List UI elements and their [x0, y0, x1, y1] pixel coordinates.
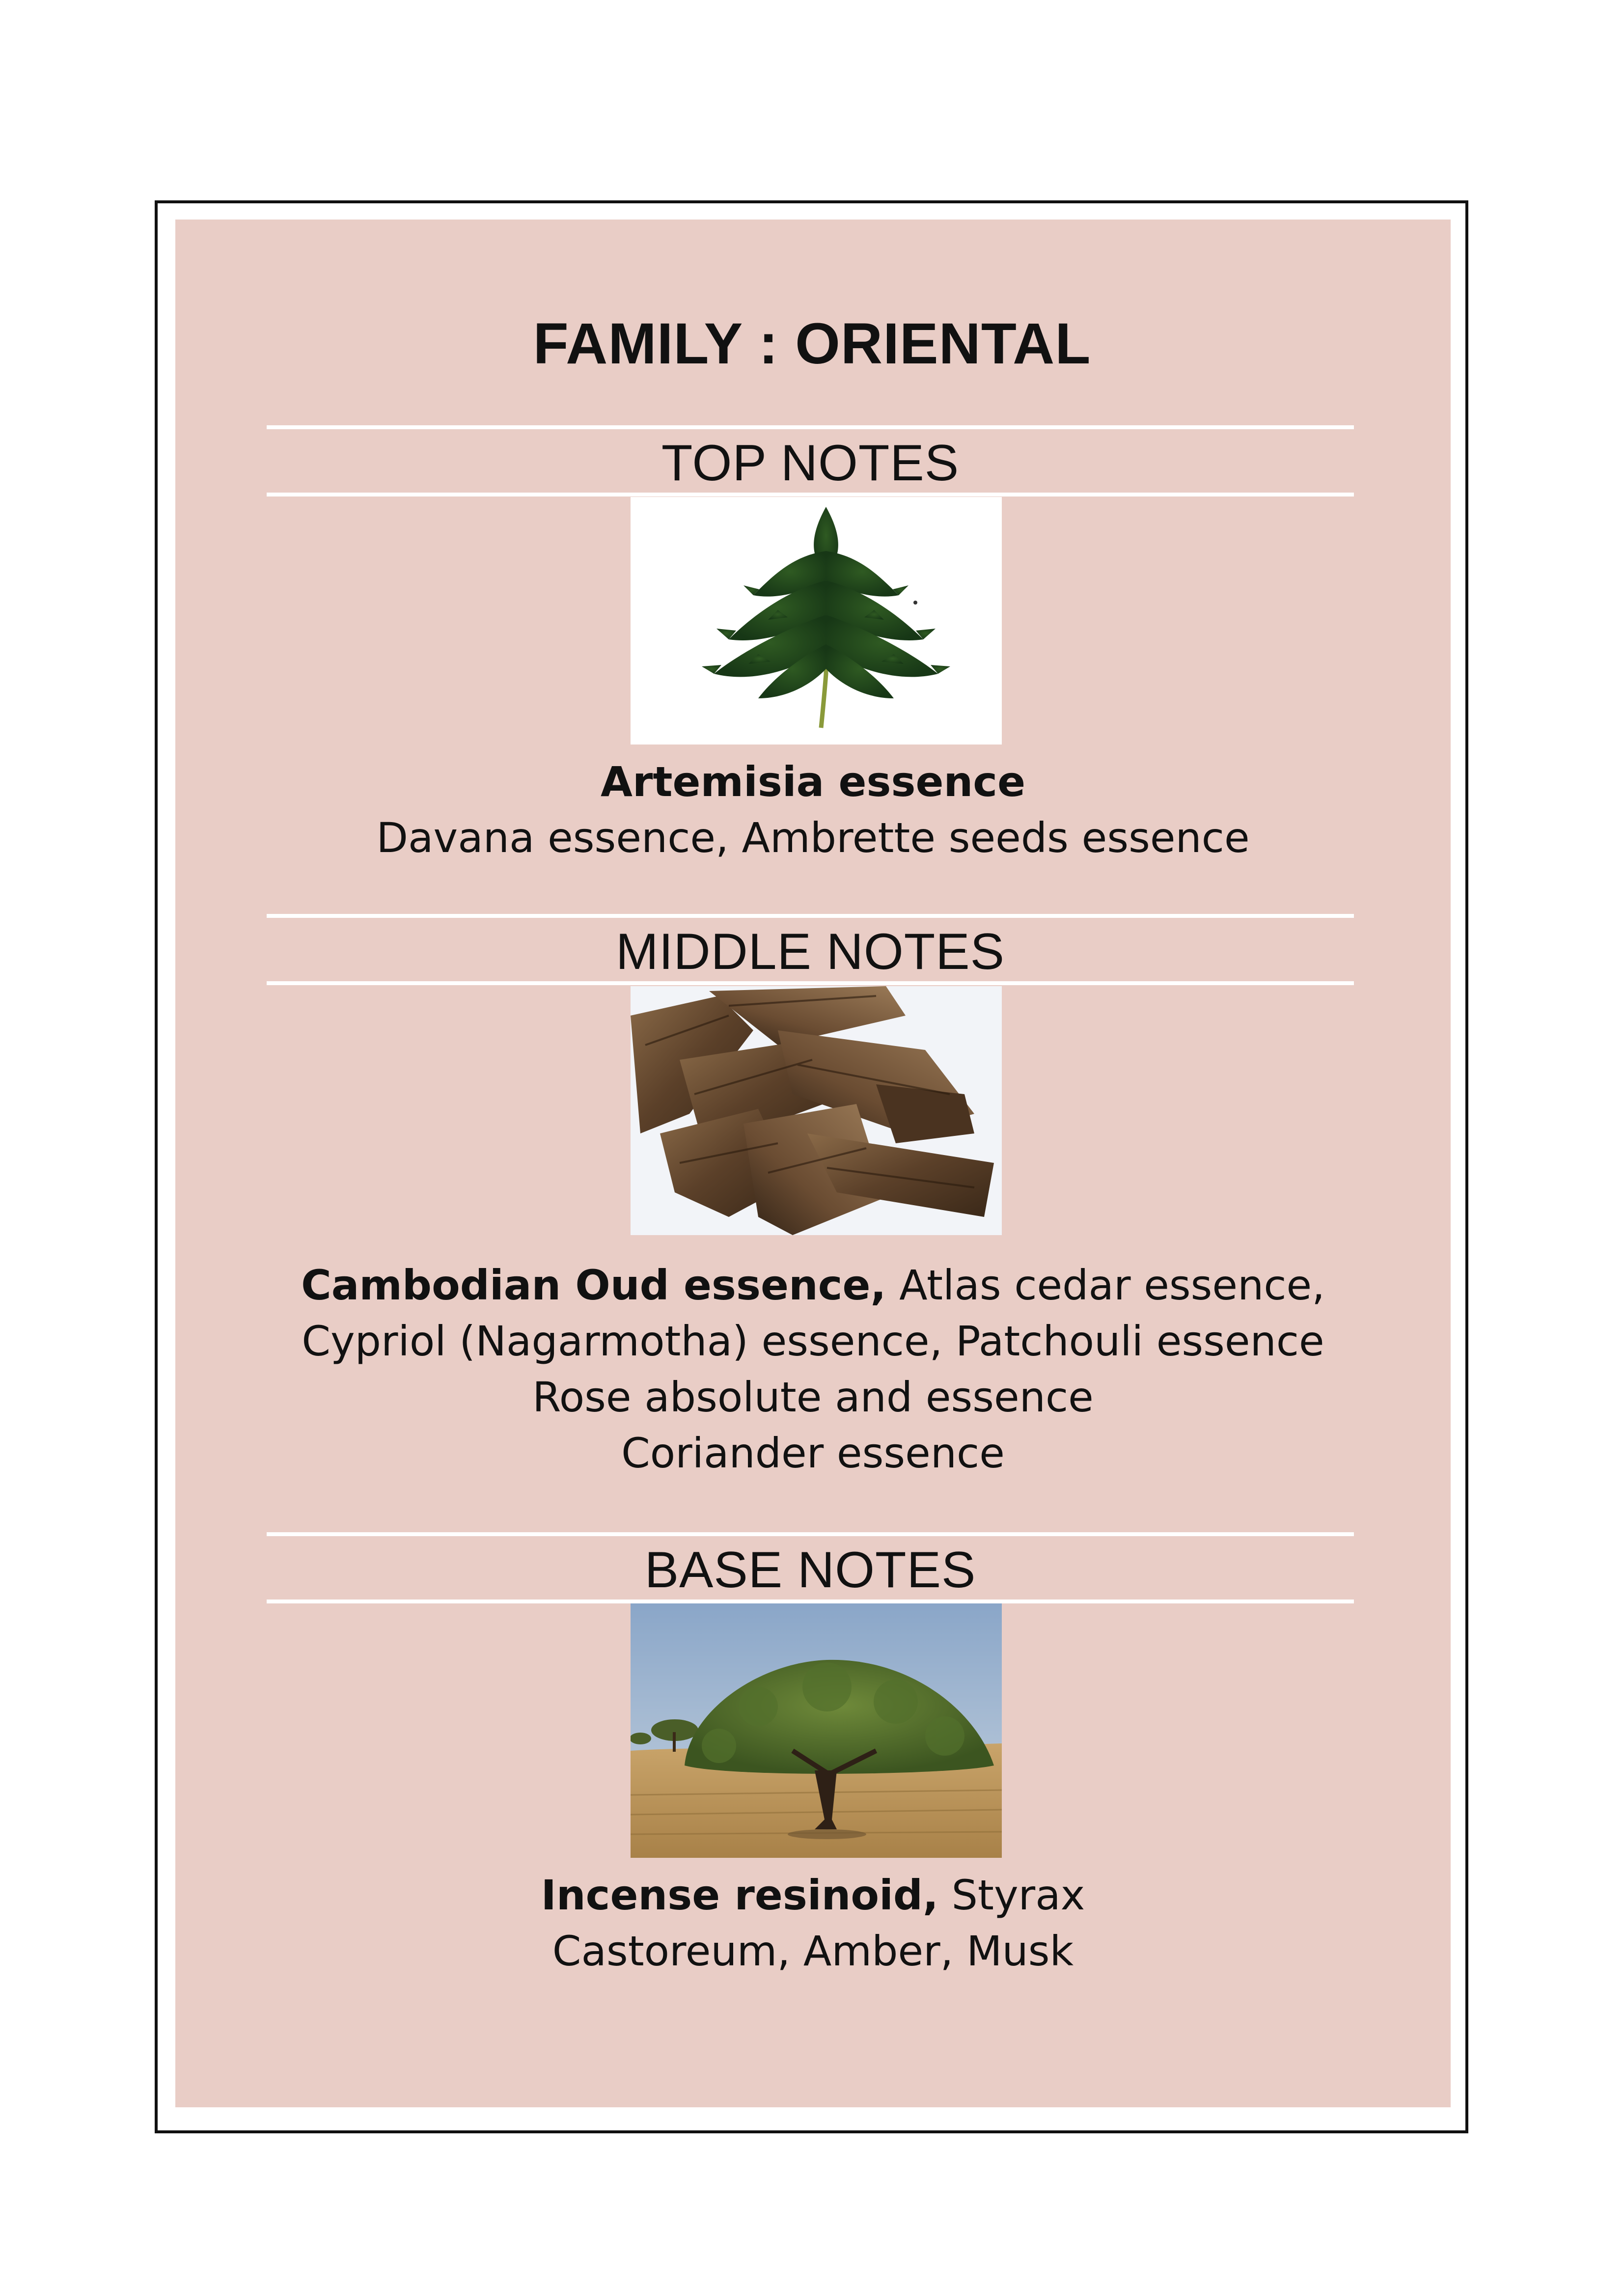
- middle-notes-text: [175, 1257, 1451, 1481]
- middle-notes-line3: Rose absolute and essence: [532, 1373, 1094, 1421]
- base-notes-line2: Castoreum, Amber, Musk: [552, 1927, 1074, 1975]
- top-notes-rule-top: [267, 425, 1354, 429]
- base-notes-heading: BASE NOTES: [644, 1542, 976, 1599]
- oud-wood-chips-photo: [631, 986, 1002, 1235]
- base-notes-lead: Incense resinoid,: [541, 1871, 938, 1919]
- family-title: FAMILY : ORIENTAL: [533, 311, 1091, 376]
- acacia-tree-icon: [631, 1603, 1002, 1858]
- top-notes-rule-bottom: [267, 493, 1354, 496]
- top-notes-text: [175, 754, 1451, 866]
- middle-notes-line1-rest: Atlas cedar essence,: [886, 1261, 1325, 1309]
- acacia-tree-savanna-photo: [631, 1603, 1002, 1858]
- middle-notes-line4: Coriander essence: [621, 1429, 1005, 1477]
- top-notes-heading: TOP NOTES: [661, 435, 960, 492]
- middle-notes-line2: Cypriol (Nagarmotha) essence, Patchouli essence: [302, 1317, 1324, 1365]
- artemisia-leaf-photo: [631, 497, 1002, 745]
- middle-notes-rule-bottom: [267, 981, 1354, 985]
- base-notes-line1-rest: Styrax: [938, 1871, 1085, 1919]
- base-notes-text: [175, 1867, 1451, 1979]
- middle-notes-lead: Cambodian Oud essence,: [301, 1261, 886, 1309]
- top-notes-line2: Davana essence, Ambrette seeds essence: [376, 814, 1250, 862]
- base-notes-rule-top: [267, 1532, 1354, 1536]
- oud-wood-icon: [631, 986, 1002, 1235]
- middle-notes-rule-top: [267, 914, 1354, 918]
- top-notes-lead: Artemisia essence: [600, 758, 1026, 806]
- middle-notes-heading: MIDDLE NOTES: [615, 923, 1005, 980]
- artemisia-leaf-icon: [631, 497, 1002, 745]
- base-notes-rule-bottom: [267, 1600, 1354, 1603]
